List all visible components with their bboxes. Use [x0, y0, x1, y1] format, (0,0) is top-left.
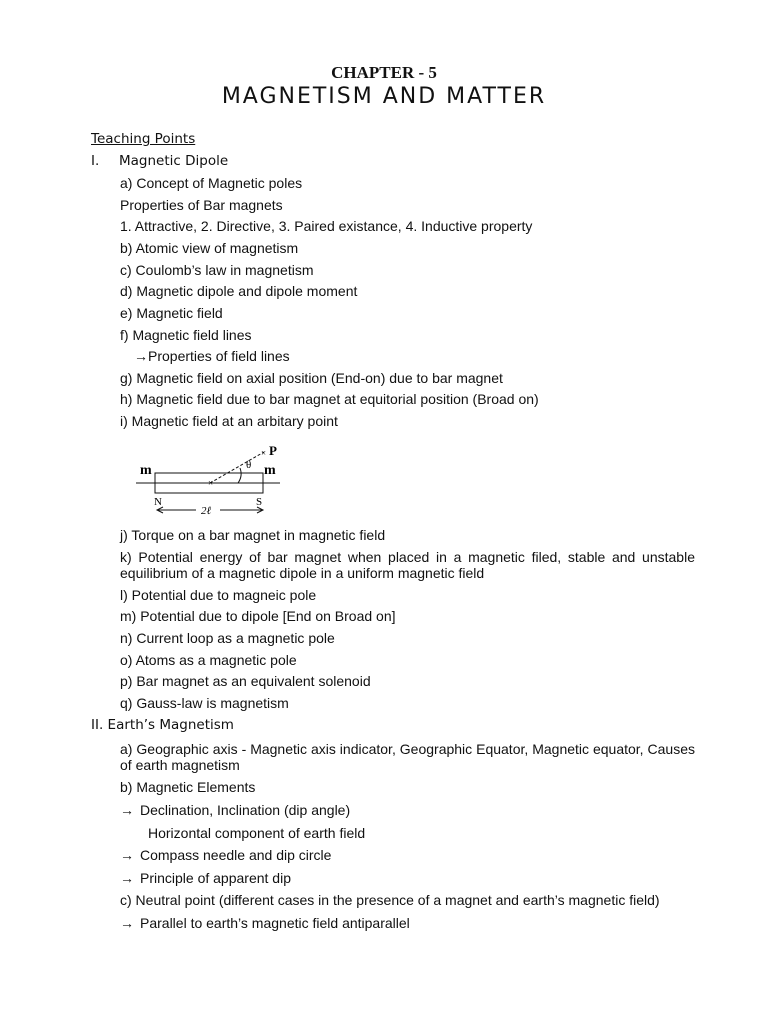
- list-item: o) Atoms as a magnetic pole: [120, 652, 297, 668]
- label-length: 2ℓ: [201, 505, 212, 517]
- list-item: j) Torque on a bar magnet in magnetic field: [120, 527, 386, 543]
- list-item: q) Gauss-law is magnetism: [120, 695, 289, 711]
- list-item: g) Magnetic field on axial position (End-on) due to bar magnet: [120, 370, 503, 386]
- list-item: [120, 915, 410, 931]
- list-item: a) Geographic axis - Magnetic axis indicator, Geographic Equator, Magnetic equator, Causes of earth magnetism: [120, 741, 695, 773]
- label-p: P: [269, 443, 277, 458]
- list-item: Horizontal component of earth field: [148, 825, 366, 841]
- list-item: [134, 348, 290, 364]
- list-item: l) Potential due to magneic pole: [120, 587, 317, 603]
- list-item: c) Coulomb’s law in magnetism: [120, 262, 314, 278]
- list-item: a) Concept of Magnetic poles: [120, 175, 303, 191]
- list-item: [120, 870, 291, 886]
- chapter-title: MAGNETISM AND MATTER: [221, 84, 547, 109]
- list-item-text: Compass needle and dip circle: [140, 847, 332, 863]
- list-item: b) Magnetic Elements: [120, 779, 256, 795]
- arrow-icon: →: [120, 802, 134, 818]
- list-item: [120, 802, 350, 818]
- list-item: 1. Attractive, 2. Directive, 3. Paired existance, 4. Inductive property: [120, 218, 533, 234]
- list-item: h) Magnetic field due to bar magnet at equitorial position (Broad on): [120, 391, 539, 407]
- list-item-text: Properties of field lines: [148, 348, 290, 364]
- list-item-text: Declination, Inclination (dip angle): [140, 802, 351, 818]
- list-item: p) Bar magnet as an equivalent solenoid: [120, 673, 371, 689]
- section-1-title: Magnetic Dipole: [119, 153, 229, 169]
- label-m-right: m: [264, 463, 276, 478]
- list-item: [120, 847, 331, 863]
- label-north: N: [154, 496, 162, 508]
- chapter-label: CHAPTER - 5: [331, 63, 437, 82]
- center-mark: ×: [208, 478, 214, 488]
- label-south: S: [256, 496, 263, 508]
- list-item: f) Magnetic field lines: [120, 327, 252, 343]
- teaching-points-heading: Teaching Points: [91, 131, 196, 147]
- section-1-heading: [91, 153, 228, 169]
- bar-magnet-diagram: [130, 440, 300, 520]
- list-item: m) Potential due to dipole [End on Broad on]: [120, 608, 396, 624]
- label-m-left: m: [140, 463, 152, 478]
- arrow-icon: →: [120, 870, 134, 886]
- list-item: n) Current loop as a magnetic pole: [120, 630, 335, 646]
- list-item: k) Potential energy of bar magnet when placed in a magnetic filed, stable and unstable equilibrium of a magnetic dipole in a uniform magnetic field: [120, 549, 695, 581]
- list-item-text: Principle of apparent dip: [140, 870, 291, 886]
- arrow-icon: →: [120, 847, 134, 863]
- position-vector-line: [210, 452, 264, 483]
- label-theta: θ: [246, 459, 252, 471]
- list-item: e) Magnetic field: [120, 305, 223, 321]
- list-item: c) Neutral point (different cases in the presence of a magnet and earth’s magnetic field): [120, 892, 660, 908]
- list-item: b) Atomic view of magnetism: [120, 240, 299, 256]
- list-item: d) Magnetic dipole and dipole moment: [120, 283, 358, 299]
- list-item: Properties of Bar magnets: [120, 197, 283, 213]
- angle-arc: [238, 468, 241, 483]
- list-item: i) Magnetic field at an arbitary point: [120, 413, 338, 429]
- arrow-icon: →: [120, 915, 134, 931]
- section-1-numeral: I.: [91, 153, 100, 169]
- section-2-heading: II. Earth’s Magnetism: [91, 717, 234, 733]
- list-item-text: Parallel to earth’s magnetic field antiparallel: [140, 915, 410, 931]
- point-mark: ×: [261, 448, 267, 458]
- arrow-icon: →: [134, 348, 148, 364]
